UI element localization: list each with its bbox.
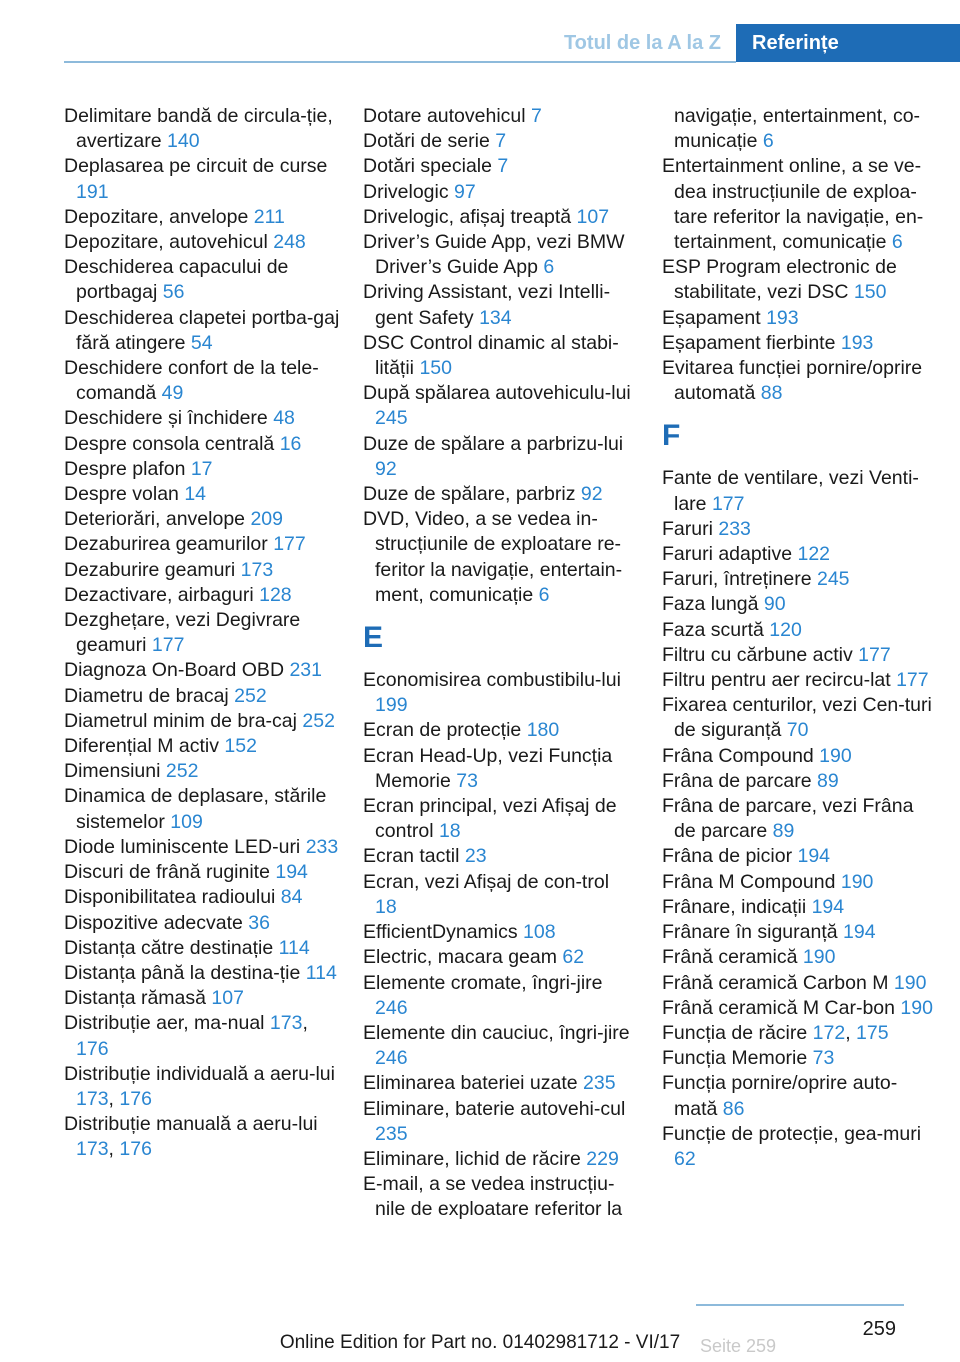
index-entry [363, 971, 635, 1021]
page-link[interactable]: 245 [375, 407, 408, 430]
edition-footer: Online Edition for Part no. 01402981712 - VI/17 [279, 1332, 681, 1353]
page-link[interactable]: 107 [576, 205, 610, 228]
index-entry [64, 255, 340, 305]
page-link[interactable]: 89 [772, 820, 795, 843]
page-link[interactable]: 120 [769, 618, 802, 641]
entry-term: Duze de spălare, parbriz [363, 483, 581, 506]
entry-term: Frânare, indicații [662, 895, 812, 918]
page-link[interactable]: 54 [190, 331, 213, 354]
page-link[interactable]: 173 [76, 1138, 109, 1161]
page-link[interactable]: 176 [119, 1138, 152, 1161]
page-link[interactable]: 231 [289, 659, 322, 682]
index-entry [64, 1112, 340, 1162]
index-entry [363, 920, 635, 945]
entry-term: Frâna de parcare, vezi Frâna de parcare [662, 795, 914, 843]
entry-term: Eșapament fierbinte [662, 331, 841, 354]
index-entry [64, 558, 340, 583]
page-separator: , [108, 1087, 120, 1110]
entry-term: Frânare în siguranță [662, 921, 844, 944]
page-link[interactable]: 122 [797, 543, 831, 566]
index-entry [363, 1021, 635, 1071]
page-link[interactable]: 173 [240, 558, 274, 581]
page-link[interactable]: 62 [674, 1147, 696, 1170]
page-link[interactable]: 246 [375, 1047, 408, 1070]
entry-term: Deteriorări, anvelope [64, 508, 251, 531]
index-entry [64, 104, 340, 154]
entry-term: Diferențial M activ [64, 735, 225, 758]
index-entry [64, 658, 340, 683]
index-entry [64, 482, 340, 507]
entry-term: Eliminarea bateriei uzate [363, 1072, 584, 1095]
entry-term: Faza lungă [662, 593, 764, 616]
page-link[interactable]: 199 [375, 694, 408, 717]
page-link[interactable]: 6 [538, 583, 550, 606]
index-entry [662, 306, 934, 331]
entry-term: Eșapament [662, 306, 767, 329]
index-entry [662, 996, 934, 1021]
index-entry [64, 936, 340, 961]
index-entry [64, 885, 340, 910]
page-link[interactable]: 194 [797, 845, 831, 868]
page-link[interactable]: 92 [375, 457, 397, 480]
entry-term: Ecran tactil [363, 845, 465, 868]
index-entry [662, 592, 934, 617]
entry-term: Economisirea combustibilu-lui [363, 669, 621, 692]
entry-term: Despre volan [64, 483, 185, 506]
index-entry [363, 482, 635, 507]
entry-term: Faruri [662, 517, 719, 540]
page-link[interactable]: 114 [305, 961, 337, 984]
entry-term: Deschiderea capacului de portbagaj [64, 256, 289, 304]
index-entry [64, 205, 340, 230]
index-entry [363, 331, 635, 381]
index-entry [64, 759, 340, 784]
index-entry [363, 945, 635, 970]
page-link[interactable]: 128 [259, 583, 292, 606]
index-entry [64, 1062, 340, 1112]
entry-term: Funcția pornire/oprire auto-mată [662, 1072, 898, 1120]
index-entry [363, 230, 635, 280]
page-link[interactable]: 84 [280, 886, 303, 909]
page-link[interactable]: 18 [375, 895, 397, 918]
index-entry [662, 693, 934, 743]
page-link[interactable]: 252 [165, 760, 199, 783]
entry-term: Faruri, întreținere [662, 568, 817, 591]
entry-term: Dotare autovehicul [363, 105, 532, 127]
index-entry [64, 734, 340, 759]
page-link[interactable]: 193 [840, 331, 874, 354]
entry-term: Entertainment online, a se ve-dea instrucțiunile de exploa-tare referitor la navigație, en-tertainment, comunicație [662, 155, 924, 254]
page-link[interactable]: 190 [893, 971, 927, 994]
entry-term: Despre plafon [64, 457, 191, 480]
page-link[interactable]: 49 [161, 382, 184, 405]
entry-term: Dezghețare, vezi Degivrare geamuri [64, 609, 301, 657]
page-link[interactable]: 177 [711, 492, 745, 515]
entry-term: Dotări de serie [363, 130, 496, 153]
entry-term: Deplasarea pe circuit de curse [64, 155, 328, 178]
entry-term: Dezaburire geamuri [64, 558, 241, 581]
index-entry [662, 618, 934, 643]
entry-term: Evitarea funcției pornire/oprire automată [662, 357, 923, 405]
entry-term: Distribuție manuală a aeru-lui [64, 1113, 318, 1136]
entry-term: Elemente cromate, îngri-jire [363, 971, 603, 994]
page-link[interactable]: 211 [253, 205, 285, 228]
index-entry [64, 860, 340, 885]
entry-term: Dispozitive adecvate [64, 911, 249, 934]
entry-term: Ecran de protecție [363, 719, 527, 742]
index-entry [64, 583, 340, 608]
entry-term: E-mail, a se vedea instrucțiu-nile de exploatare referitor la [363, 1173, 623, 1221]
page-link[interactable]: 180 [526, 719, 560, 742]
entry-term: Dezaburirea geamurilor [64, 533, 274, 556]
header-rule [64, 61, 736, 63]
page-link[interactable]: 176 [76, 1037, 109, 1060]
page-link[interactable]: 36 [248, 911, 270, 934]
page-link[interactable]: 233 [718, 517, 751, 540]
page-link[interactable]: 16 [279, 432, 302, 455]
entry-term: Frână ceramică M Car-bon [662, 996, 901, 1019]
entry-term: Ecran, vezi Afișaj de con-trol [363, 870, 610, 893]
entry-term: Frâna de picior [662, 845, 798, 868]
index-column-3 [662, 104, 934, 1172]
index-entry [363, 1097, 635, 1147]
entry-term: Funcția Memorie [662, 1047, 813, 1070]
index-entry [64, 784, 340, 834]
page-link[interactable]: 150 [853, 281, 887, 304]
index-entry [64, 532, 340, 557]
entry-term: Faza scurtă [662, 618, 770, 641]
entry-term: Diametru de bracaj [64, 684, 235, 707]
page-separator: , [108, 1138, 120, 1161]
entry-term: Funcție de protecție, gea-muri [662, 1122, 922, 1145]
index-entry [662, 1046, 934, 1071]
page-link[interactable]: 193 [766, 306, 799, 329]
entry-term: Electric, macara geam [363, 946, 563, 969]
page-link[interactable]: 173 [269, 1012, 303, 1035]
page-link[interactable]: 152 [224, 735, 257, 758]
page-link[interactable]: 235 [375, 1122, 408, 1145]
entry-term: Deschiderea clapetei portba-gaj fără atingere [64, 306, 340, 354]
page-header [0, 0, 960, 64]
page-link[interactable]: 7 [531, 105, 542, 127]
entry-term: Diode luminiscente LED-uri [64, 835, 306, 858]
index-letter-heading: E [363, 621, 384, 655]
page-link[interactable]: 70 [786, 719, 809, 742]
index-entry [363, 744, 635, 794]
index-entry [64, 432, 340, 457]
page-link[interactable]: 114 [278, 936, 310, 959]
index-entry [662, 356, 934, 406]
index-entry [363, 507, 635, 608]
entry-term: Drivelogic, afișaj treaptă [363, 205, 577, 228]
page-link[interactable]: 176 [119, 1087, 152, 1110]
index-entry [662, 255, 934, 305]
index-entry [64, 356, 340, 406]
index-entry [662, 794, 934, 844]
entry-term: Driver’s Guide App, vezi BMW Driver’s Guide App [363, 231, 625, 279]
page-link[interactable]: 90 [763, 593, 786, 616]
page-link[interactable]: 191 [76, 180, 109, 203]
index-entry [662, 769, 934, 794]
index-entry [64, 406, 340, 431]
index-entry [363, 104, 635, 129]
page-link[interactable]: 14 [184, 483, 207, 506]
page-link[interactable]: 73 [456, 769, 478, 792]
page-link[interactable]: 150 [419, 357, 452, 380]
index-entry [363, 870, 635, 920]
entry-term: EfficientDynamics [363, 921, 524, 944]
page-link[interactable]: 140 [167, 130, 200, 153]
entry-term: Drivelogic [363, 180, 455, 203]
page-link[interactable]: 18 [438, 820, 461, 843]
entry-term: Distribuție individuală a aeru-lui [64, 1062, 335, 1085]
page-link[interactable]: 252 [302, 709, 335, 732]
entry-term: Dotări speciale [363, 155, 498, 178]
page-link[interactable]: 23 [464, 845, 487, 868]
page-separator: , [302, 1012, 308, 1035]
page-link[interactable]: 245 [816, 568, 850, 591]
page-link[interactable]: 56 [162, 281, 185, 304]
page-link[interactable]: 209 [250, 508, 283, 531]
entry-term: Despre consola centrală [64, 432, 280, 455]
page-link[interactable]: 233 [305, 835, 339, 858]
entry-term: Distribuție aer, ma-nual [64, 1012, 270, 1035]
page-link[interactable]: 6 [762, 130, 774, 153]
entry-term: Diametrul minim de bra-caj [64, 709, 303, 732]
index-entry [64, 986, 340, 1011]
entry-term: Fante de ventilare, vezi Venti-lare [662, 467, 919, 515]
watermark: Seite 259 [700, 1336, 777, 1356]
index-entry [363, 844, 635, 869]
index-entry [662, 154, 934, 255]
index-entry [363, 1172, 635, 1222]
entry-term: Frâna M Compound [662, 870, 841, 893]
index-entry [363, 1071, 635, 1096]
page-link[interactable]: 73 [812, 1047, 835, 1070]
index-entry [662, 466, 934, 516]
index-entry [64, 684, 340, 709]
page-link[interactable]: 177 [858, 643, 891, 666]
index-entry [363, 1147, 635, 1172]
index-entry [662, 1071, 934, 1121]
page-link[interactable]: 229 [586, 1147, 619, 1170]
index-entry [64, 911, 340, 936]
index-entry [662, 542, 934, 567]
index-entry [363, 432, 635, 482]
entry-term: Elemente din cauciuc, îngri-jire [363, 1021, 630, 1044]
index-entry [64, 154, 340, 204]
index-column-1 [64, 104, 340, 1163]
page-link[interactable]: 7 [495, 130, 507, 153]
index-entry [64, 709, 340, 734]
entry-term: Frână ceramică Carbon M [662, 971, 894, 994]
entry-term: Delimitare bandă de circula-ție, avertizare [64, 105, 333, 153]
entry-term: navigație, entertainment, co-municație [674, 105, 921, 153]
index-entry [64, 835, 340, 860]
index-entry [662, 870, 934, 895]
entry-term: Discuri de frână ruginite [64, 861, 276, 884]
page-link[interactable]: 88 [760, 382, 783, 405]
entry-term: Eliminare, lichid de răcire [363, 1147, 587, 1170]
entry-term: Deschidere și închidere [64, 407, 274, 430]
page-link[interactable]: 190 [900, 996, 933, 1019]
entry-term: Dimensiuni [64, 760, 166, 783]
page-link[interactable]: 194 [811, 895, 845, 918]
entry-term: DSC Control dinamic al stabi-lității [363, 331, 619, 380]
entry-term: Deschidere confort de la tele-comandă [64, 357, 319, 405]
page-link[interactable]: 17 [190, 457, 213, 480]
entry-term: Frâna de parcare [662, 769, 818, 792]
page-link[interactable]: 177 [896, 669, 929, 692]
entry-term: Ecran principal, vezi Afișaj de control [363, 795, 617, 843]
page-link[interactable]: 252 [234, 684, 267, 707]
entry-term: Dezactivare, airbaguri [64, 583, 260, 606]
index-entry [363, 381, 635, 431]
entry-term: Filtru cu cărbune activ [662, 643, 859, 666]
page-link[interactable]: 177 [151, 634, 185, 657]
page-link[interactable]: 92 [580, 483, 603, 506]
entry-term: Distanța rămasă [64, 987, 212, 1010]
page-link[interactable]: 108 [523, 921, 556, 944]
index-entry [64, 961, 340, 986]
entry-term: Depozitare, anvelope [64, 205, 254, 228]
entry-term: Depozitare, autovehicul [64, 231, 274, 254]
entry-term: Ecran Head-Up, vezi Funcția Memorie [363, 744, 613, 792]
page-link[interactable]: 175 [856, 1021, 889, 1044]
page-number: 259 [862, 1318, 896, 1340]
page-link[interactable]: 134 [479, 306, 512, 329]
entry-term: Distanța până la destina-ție [64, 961, 306, 984]
page-link[interactable]: 194 [843, 921, 876, 944]
index-entry [64, 306, 340, 356]
index-letter-heading: F [662, 419, 681, 453]
entry-term: Disponibilitatea radioului [64, 886, 281, 909]
index-entry [64, 507, 340, 532]
page-link[interactable]: 48 [273, 407, 295, 430]
index-entry [662, 895, 934, 920]
entry-term: Funcția de răcire [662, 1021, 813, 1044]
index-column-2 [363, 104, 635, 1223]
index-entry [64, 457, 340, 482]
index-entry [363, 668, 635, 718]
index-entry [363, 129, 635, 154]
page-link[interactable]: 246 [375, 996, 408, 1019]
page-link[interactable]: 248 [273, 231, 306, 254]
entry-term: Fixarea centurilor, vezi Cen-turi de siguranță [662, 694, 932, 742]
index-entry [662, 971, 934, 996]
footer-rule [696, 1304, 904, 1306]
page-link[interactable]: 97 [454, 180, 476, 203]
index-entry [64, 608, 340, 658]
index-entry [662, 1122, 934, 1172]
index-entry [363, 154, 635, 179]
page-link[interactable]: 6 [543, 256, 555, 279]
entry-term: După spălarea autovehiculu-lui [363, 382, 631, 405]
index-entry [662, 920, 934, 945]
index-entry [363, 280, 635, 330]
entry-term: Filtru pentru aer recircu-lat [662, 669, 897, 692]
page-link[interactable]: 177 [273, 533, 306, 556]
section-title: Totul de la A la Z [563, 32, 721, 54]
page-link[interactable]: 190 [819, 744, 852, 767]
entry-term: Faruri adaptive [662, 543, 798, 566]
index-entry [662, 1021, 934, 1046]
page-link[interactable]: 86 [722, 1097, 745, 1120]
page-link[interactable]: 190 [840, 870, 874, 893]
index-entry [662, 744, 934, 769]
page-separator: , [845, 1021, 857, 1044]
index-entry [64, 1011, 340, 1061]
page-link[interactable]: 173 [76, 1087, 109, 1110]
index-entry [363, 205, 635, 230]
page-link[interactable]: 190 [802, 946, 836, 969]
page-link[interactable]: 62 [562, 946, 585, 969]
page-link[interactable]: 109 [170, 810, 203, 833]
index-entry [662, 331, 934, 356]
page-link[interactable]: 172 [812, 1021, 846, 1044]
entry-term: ESP Program electronic de stabilitate, vezi DSC [662, 256, 897, 304]
page-link[interactable]: 6 [891, 231, 903, 254]
index-entry [662, 844, 934, 869]
page-link[interactable]: 7 [497, 155, 509, 178]
index-entry [64, 230, 340, 255]
index-entry [662, 517, 934, 542]
entry-term: Frână ceramică [662, 946, 803, 969]
entry-term: Driving Assistant, vezi Intelli-gent Safety [363, 281, 611, 329]
index-entry [662, 567, 934, 592]
index-entry [662, 945, 934, 970]
page-link[interactable]: 235 [583, 1072, 616, 1095]
page-link[interactable]: 107 [211, 987, 244, 1010]
page-link[interactable]: 89 [817, 769, 839, 792]
chapter-tab: Referințe [736, 24, 960, 62]
index-entry-continued [662, 104, 934, 154]
entry-term: Dinamica de deplasare, stările sistemelor [64, 785, 327, 833]
index-entry [662, 643, 934, 668]
entry-term: Eliminare, baterie autovehi-cul [363, 1097, 626, 1120]
index-entry [363, 794, 635, 844]
entry-term: Diagnoza On-Board OBD [64, 659, 290, 682]
index-entry [363, 718, 635, 743]
entry-term: Distanța către destinație [64, 936, 279, 959]
index-entry [662, 668, 934, 693]
entry-term: Frâna Compound [662, 744, 820, 767]
index-entry [363, 180, 635, 205]
entry-term: DVD, Video, a se vedea in-strucțiunile de exploatare re-feritor la navigație, entertain-ment, comunicație [363, 508, 623, 606]
entry-term: Duze de spălare a parbrizu-lui [363, 432, 624, 455]
page-link[interactable]: 194 [275, 861, 308, 884]
